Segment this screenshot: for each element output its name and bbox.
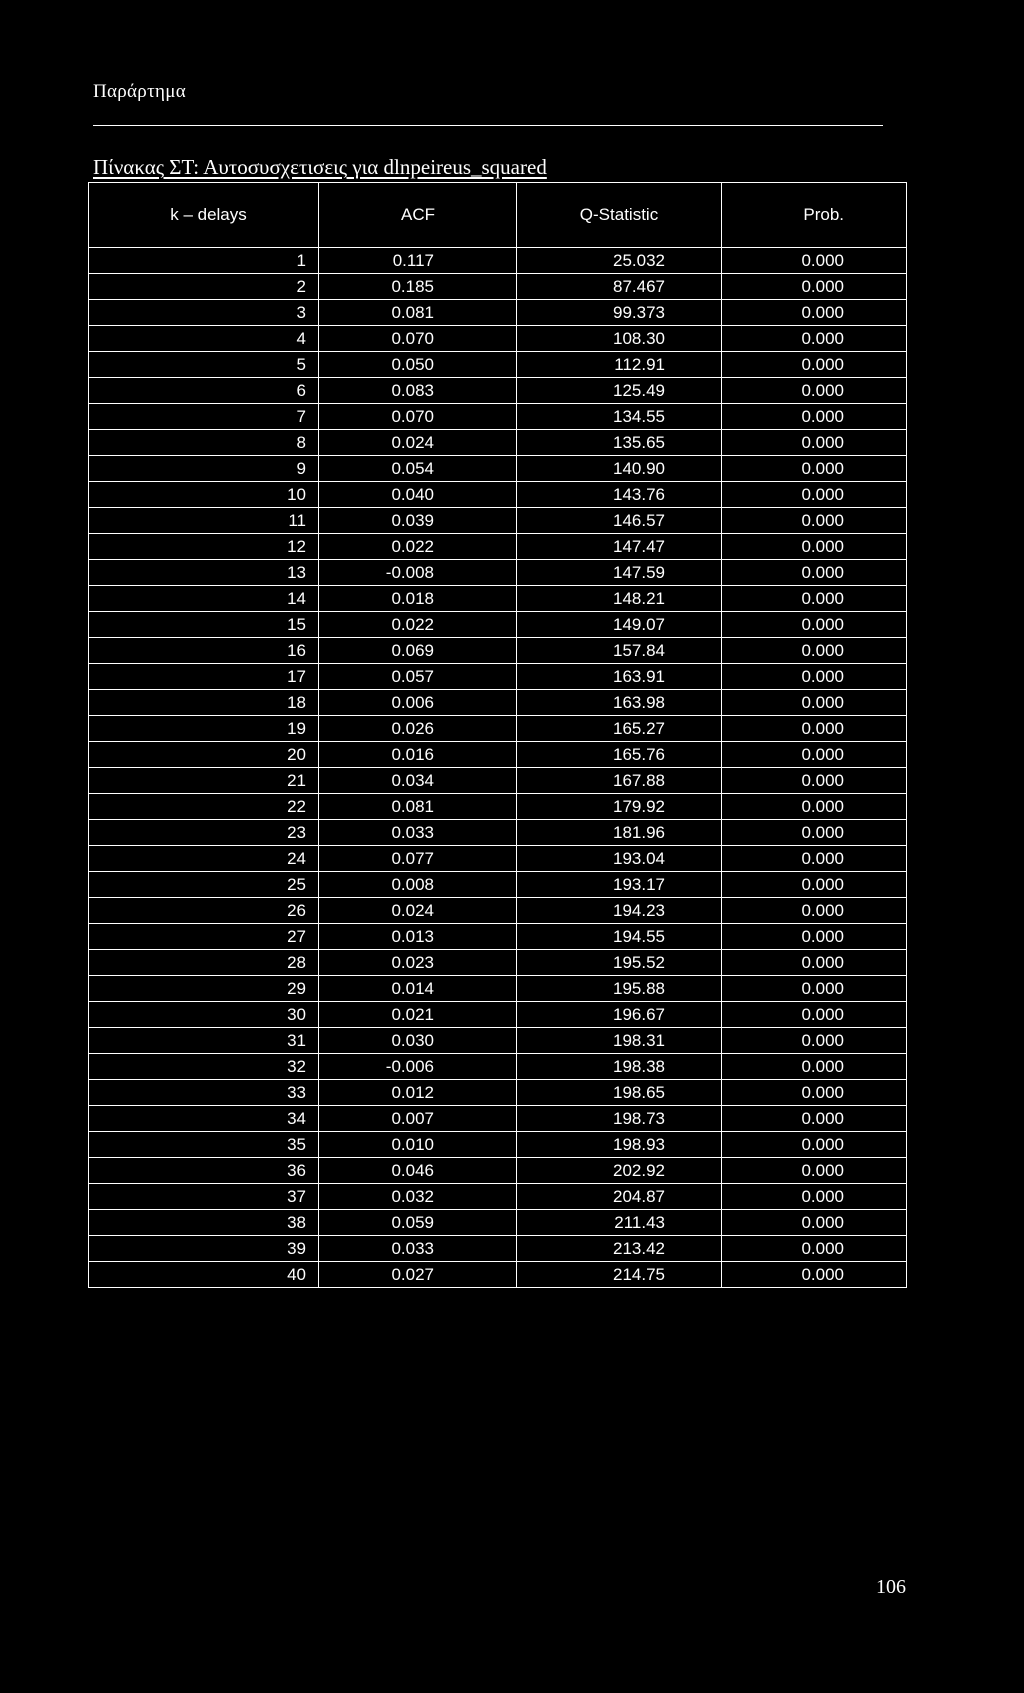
lag-cell: 26 (89, 898, 319, 924)
lag-cell: 17 (89, 664, 319, 690)
table-row (89, 1262, 907, 1288)
acf-cell: 0.021 (319, 1002, 517, 1028)
prob-cell: 0.000 (722, 976, 907, 1002)
acf-cell: 0.117 (319, 248, 517, 274)
table-row (89, 1002, 907, 1028)
lag-cell: 4 (89, 326, 319, 352)
q-statistic-cell: 198.73 (517, 1106, 722, 1132)
table-caption: Πίνακας ΣΤ: Αυτοσυσχετισεις για dlnpeireus_squared (93, 155, 547, 179)
lag-cell: 40 (89, 1262, 319, 1288)
q-statistic-cell: 125.49 (517, 378, 722, 404)
column-header-q-statistic: Q-Statistic (517, 183, 722, 248)
acf-cell: 0.059 (319, 1210, 517, 1236)
q-statistic-cell: 196.67 (517, 1002, 722, 1028)
prob-cell: 0.000 (722, 898, 907, 924)
table-row (89, 378, 907, 404)
acf-cell: 0.054 (319, 456, 517, 482)
prob-cell: 0.000 (722, 326, 907, 352)
lag-cell: 25 (89, 872, 319, 898)
table-row (89, 950, 907, 976)
acf-cell: 0.077 (319, 846, 517, 872)
prob-cell: 0.000 (722, 274, 907, 300)
lag-cell: 15 (89, 612, 319, 638)
lag-cell: 34 (89, 1106, 319, 1132)
q-statistic-cell: 194.55 (517, 924, 722, 950)
lag-cell: 32 (89, 1054, 319, 1080)
lag-cell: 5 (89, 352, 319, 378)
lag-cell: 31 (89, 1028, 319, 1054)
table-row (89, 300, 907, 326)
lag-cell: 33 (89, 1080, 319, 1106)
prob-cell: 0.000 (722, 456, 907, 482)
acf-cell: 0.010 (319, 1132, 517, 1158)
table-row (89, 1028, 907, 1054)
lag-cell: 38 (89, 1210, 319, 1236)
prob-cell: 0.000 (722, 1210, 907, 1236)
table-row (89, 612, 907, 638)
table-row (89, 560, 907, 586)
table-row (89, 1132, 907, 1158)
table-row (89, 846, 907, 872)
lag-cell: 13 (89, 560, 319, 586)
lag-cell: 19 (89, 716, 319, 742)
lag-cell: 18 (89, 690, 319, 716)
q-statistic-cell: 195.88 (517, 976, 722, 1002)
prob-cell: 0.000 (722, 560, 907, 586)
table-row (89, 508, 907, 534)
prob-cell: 0.000 (722, 482, 907, 508)
q-statistic-cell: 99.373 (517, 300, 722, 326)
prob-cell: 0.000 (722, 1158, 907, 1184)
acf-cell: 0.023 (319, 950, 517, 976)
q-statistic-cell: 202.92 (517, 1158, 722, 1184)
table-row (89, 1210, 907, 1236)
lag-cell: 16 (89, 638, 319, 664)
lag-cell: 2 (89, 274, 319, 300)
table-row (89, 924, 907, 950)
table-row (89, 1106, 907, 1132)
prob-cell: 0.000 (722, 690, 907, 716)
lag-cell: 30 (89, 1002, 319, 1028)
table-row (89, 820, 907, 846)
prob-cell: 0.000 (722, 820, 907, 846)
q-statistic-cell: 213.42 (517, 1236, 722, 1262)
lag-cell: 39 (89, 1236, 319, 1262)
table-row (89, 898, 907, 924)
q-statistic-cell: 181.96 (517, 820, 722, 846)
prob-cell: 0.000 (722, 586, 907, 612)
prob-cell: 0.000 (722, 612, 907, 638)
table-row (89, 404, 907, 430)
q-statistic-cell: 143.76 (517, 482, 722, 508)
acf-cell: 0.013 (319, 924, 517, 950)
lag-cell: 28 (89, 950, 319, 976)
prob-cell: 0.000 (722, 638, 907, 664)
acf-cell: 0.024 (319, 430, 517, 456)
q-statistic-cell: 146.57 (517, 508, 722, 534)
prob-cell: 0.000 (722, 1080, 907, 1106)
lag-cell: 21 (89, 768, 319, 794)
q-statistic-cell: 179.92 (517, 794, 722, 820)
prob-cell: 0.000 (722, 300, 907, 326)
prob-cell: 0.000 (722, 378, 907, 404)
acf-cell: 0.007 (319, 1106, 517, 1132)
acf-cell: 0.018 (319, 586, 517, 612)
table-row (89, 794, 907, 820)
acf-cell: 0.022 (319, 534, 517, 560)
table-header-row (89, 183, 907, 248)
table-row (89, 1054, 907, 1080)
prob-cell: 0.000 (722, 534, 907, 560)
table-row (89, 976, 907, 1002)
table-row (89, 430, 907, 456)
prob-cell: 0.000 (722, 430, 907, 456)
table-row (89, 664, 907, 690)
prob-cell: 0.000 (722, 1106, 907, 1132)
q-statistic-cell: 149.07 (517, 612, 722, 638)
lag-cell: 9 (89, 456, 319, 482)
acf-cell: 0.070 (319, 404, 517, 430)
acf-cell: 0.033 (319, 1236, 517, 1262)
prob-cell: 0.000 (722, 248, 907, 274)
acf-cell: 0.014 (319, 976, 517, 1002)
q-statistic-cell: 167.88 (517, 768, 722, 794)
q-statistic-cell: 157.84 (517, 638, 722, 664)
lag-cell: 20 (89, 742, 319, 768)
q-statistic-cell: 165.76 (517, 742, 722, 768)
acf-cell: 0.070 (319, 326, 517, 352)
q-statistic-cell: 198.93 (517, 1132, 722, 1158)
lag-cell: 6 (89, 378, 319, 404)
lag-cell: 10 (89, 482, 319, 508)
q-statistic-cell: 148.21 (517, 586, 722, 612)
table-row (89, 352, 907, 378)
section-label: Παράρτημα (93, 81, 187, 102)
acf-table (88, 182, 907, 1288)
acf-cell: 0.081 (319, 300, 517, 326)
acf-cell: 0.033 (319, 820, 517, 846)
lag-cell: 37 (89, 1184, 319, 1210)
prob-cell: 0.000 (722, 664, 907, 690)
acf-cell: 0.006 (319, 690, 517, 716)
prob-cell: 0.000 (722, 872, 907, 898)
acf-cell: 0.039 (319, 508, 517, 534)
prob-cell: 0.000 (722, 1236, 907, 1262)
page-number: 106 (876, 1576, 906, 1598)
lag-cell: 27 (89, 924, 319, 950)
lag-cell: 3 (89, 300, 319, 326)
q-statistic-cell: 134.55 (517, 404, 722, 430)
acf-cell: 0.012 (319, 1080, 517, 1106)
prob-cell: 0.000 (722, 404, 907, 430)
q-statistic-cell: 147.59 (517, 560, 722, 586)
header-divider (93, 125, 883, 126)
q-statistic-cell: 112.91 (517, 352, 722, 378)
acf-cell: 0.027 (319, 1262, 517, 1288)
prob-cell: 0.000 (722, 1262, 907, 1288)
q-statistic-cell: 165.27 (517, 716, 722, 742)
q-statistic-cell: 147.47 (517, 534, 722, 560)
column-header-k-delays: k – delays (89, 183, 319, 248)
table-row (89, 1080, 907, 1106)
acf-cell: 0.040 (319, 482, 517, 508)
prob-cell: 0.000 (722, 794, 907, 820)
prob-cell: 0.000 (722, 1184, 907, 1210)
acf-cell: 0.050 (319, 352, 517, 378)
table-row (89, 1236, 907, 1262)
q-statistic-cell: 163.98 (517, 690, 722, 716)
prob-cell: 0.000 (722, 768, 907, 794)
table-body (89, 248, 907, 1288)
acf-cell: 0.008 (319, 872, 517, 898)
acf-cell: 0.185 (319, 274, 517, 300)
q-statistic-cell: 87.467 (517, 274, 722, 300)
table-row (89, 742, 907, 768)
table-row (89, 534, 907, 560)
acf-cell: 0.022 (319, 612, 517, 638)
lag-cell: 11 (89, 508, 319, 534)
prob-cell: 0.000 (722, 1002, 907, 1028)
prob-cell: 0.000 (722, 716, 907, 742)
q-statistic-cell: 193.04 (517, 846, 722, 872)
prob-cell: 0.000 (722, 950, 907, 976)
acf-cell: 0.081 (319, 794, 517, 820)
q-statistic-cell: 214.75 (517, 1262, 722, 1288)
lag-cell: 35 (89, 1132, 319, 1158)
table-row (89, 716, 907, 742)
acf-cell: 0.030 (319, 1028, 517, 1054)
acf-cell: 0.083 (319, 378, 517, 404)
prob-cell: 0.000 (722, 1132, 907, 1158)
acf-cell: -0.006 (319, 1054, 517, 1080)
prob-cell: 0.000 (722, 846, 907, 872)
lag-cell: 29 (89, 976, 319, 1002)
q-statistic-cell: 135.65 (517, 430, 722, 456)
acf-cell: 0.032 (319, 1184, 517, 1210)
table-row (89, 274, 907, 300)
table-row (89, 1158, 907, 1184)
q-statistic-cell: 163.91 (517, 664, 722, 690)
prob-cell: 0.000 (722, 352, 907, 378)
table-row (89, 1184, 907, 1210)
q-statistic-cell: 193.17 (517, 872, 722, 898)
acf-cell: -0.008 (319, 560, 517, 586)
lag-cell: 12 (89, 534, 319, 560)
q-statistic-cell: 140.90 (517, 456, 722, 482)
lag-cell: 22 (89, 794, 319, 820)
column-header-prob: Prob. (722, 183, 907, 248)
q-statistic-cell: 195.52 (517, 950, 722, 976)
lag-cell: 1 (89, 248, 319, 274)
q-statistic-cell: 198.31 (517, 1028, 722, 1054)
column-header-acf: ACF (319, 183, 517, 248)
table-row (89, 690, 907, 716)
q-statistic-cell: 198.65 (517, 1080, 722, 1106)
prob-cell: 0.000 (722, 924, 907, 950)
prob-cell: 0.000 (722, 1028, 907, 1054)
q-statistic-cell: 198.38 (517, 1054, 722, 1080)
table-row (89, 482, 907, 508)
q-statistic-cell: 25.032 (517, 248, 722, 274)
acf-cell: 0.057 (319, 664, 517, 690)
lag-cell: 14 (89, 586, 319, 612)
table-row (89, 326, 907, 352)
prob-cell: 0.000 (722, 1054, 907, 1080)
q-statistic-cell: 204.87 (517, 1184, 722, 1210)
q-statistic-cell: 211.43 (517, 1210, 722, 1236)
lag-cell: 23 (89, 820, 319, 846)
acf-cell: 0.034 (319, 768, 517, 794)
acf-cell: 0.026 (319, 716, 517, 742)
lag-cell: 24 (89, 846, 319, 872)
table-row (89, 248, 907, 274)
q-statistic-cell: 108.30 (517, 326, 722, 352)
table-row (89, 456, 907, 482)
q-statistic-cell: 194.23 (517, 898, 722, 924)
acf-cell: 0.046 (319, 1158, 517, 1184)
acf-cell: 0.016 (319, 742, 517, 768)
lag-cell: 8 (89, 430, 319, 456)
prob-cell: 0.000 (722, 742, 907, 768)
table-row (89, 872, 907, 898)
table-row (89, 586, 907, 612)
acf-cell: 0.069 (319, 638, 517, 664)
lag-cell: 7 (89, 404, 319, 430)
lag-cell: 36 (89, 1158, 319, 1184)
prob-cell: 0.000 (722, 508, 907, 534)
table-row (89, 768, 907, 794)
table-row (89, 638, 907, 664)
acf-cell: 0.024 (319, 898, 517, 924)
